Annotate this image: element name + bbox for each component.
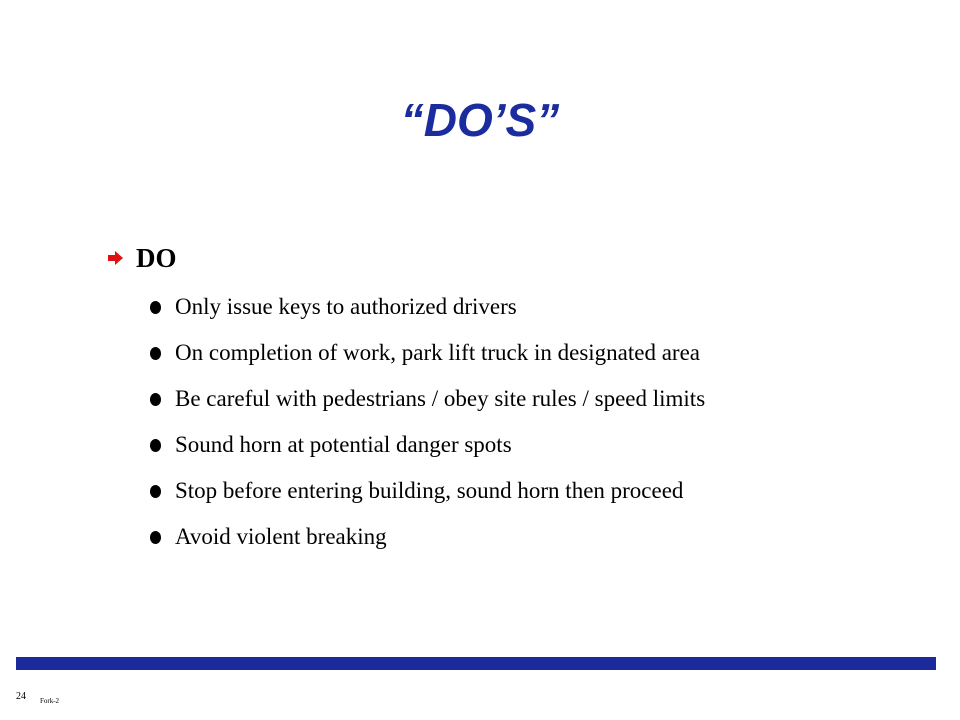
red-right-arrow-icon	[106, 249, 124, 267]
footer-code: Fork-2	[40, 697, 60, 705]
bullet-item	[150, 514, 705, 560]
bullet-text: Be careful with pedestrians / obey site rules / speed limits	[175, 386, 706, 411]
footer-bar	[16, 657, 936, 670]
bullet-text: Only issue keys to authorized drivers	[175, 294, 517, 319]
slide-title: “DO’S”	[400, 94, 560, 146]
bullet-text: Sound horn at potential danger spots	[175, 432, 512, 457]
bullet-item	[150, 468, 705, 514]
bullet-dot-icon	[150, 485, 161, 498]
bullet-item	[150, 284, 705, 330]
section-heading	[106, 240, 177, 276]
bullet-dot-icon	[150, 393, 161, 406]
bullet-text: On completion of work, park lift truck in designated area	[175, 340, 701, 365]
bullet-text: Stop before entering building, sound horn then proceed	[175, 478, 684, 503]
bullet-item	[150, 376, 705, 422]
bullet-dot-icon	[150, 531, 161, 544]
bullet-text: Avoid violent breaking	[175, 524, 387, 549]
bullet-item	[150, 330, 705, 376]
bullet-dot-icon	[150, 347, 161, 360]
bullet-list	[150, 284, 705, 560]
section-label: DO	[136, 243, 177, 273]
bullet-item	[150, 422, 705, 468]
bullet-dot-icon	[150, 301, 161, 314]
page-number: 24	[16, 691, 26, 702]
bullet-dot-icon	[150, 439, 161, 452]
